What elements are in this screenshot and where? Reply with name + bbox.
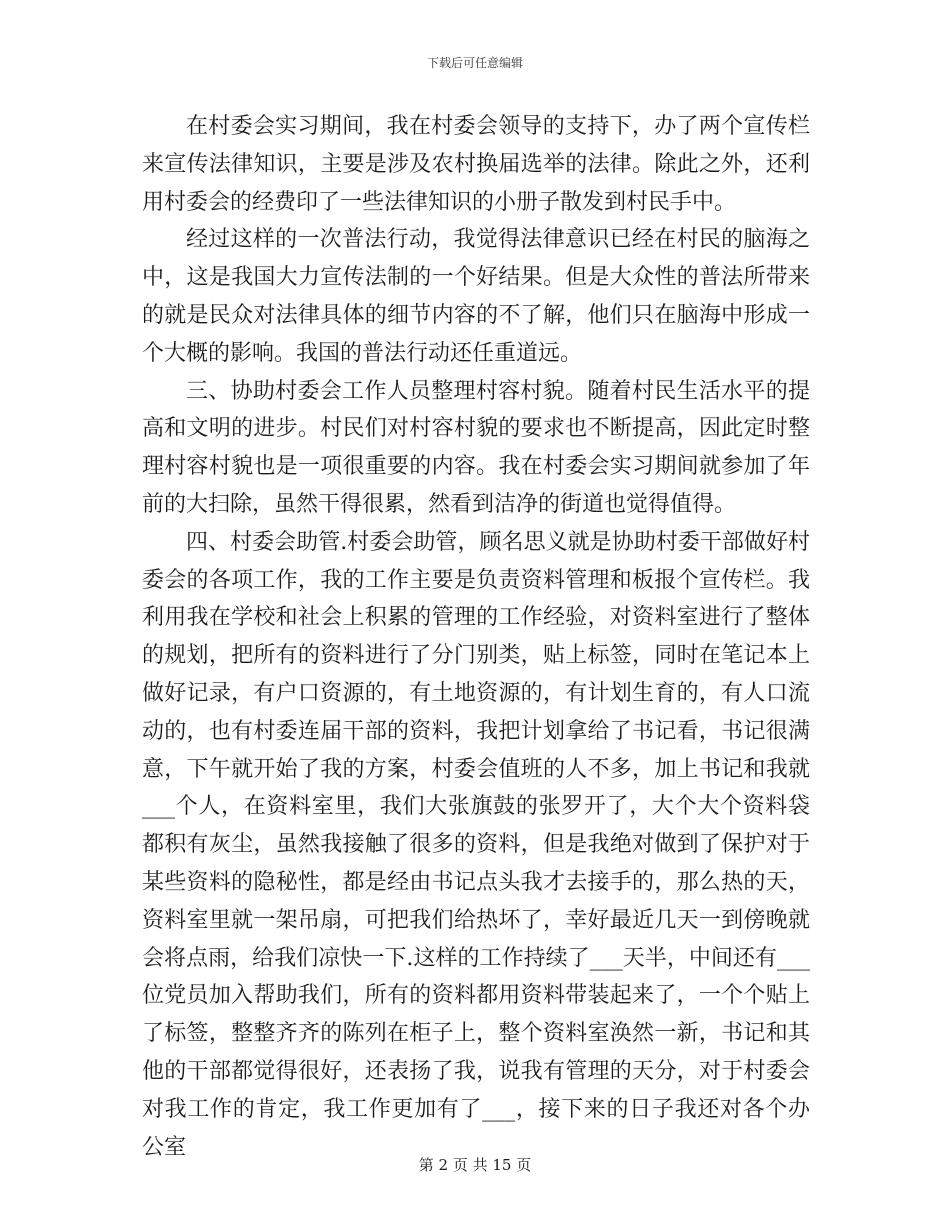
page-header-note: 下载后可任意编辑 <box>426 56 523 70</box>
document-body <box>142 108 810 1166</box>
page-number: 第 2 页 共 15 页 <box>418 1156 532 1174</box>
paragraph: 在村委会实习期间，我在村委会领导的支持下，办了两个宣传栏来宣传法律知识，主要是涉及农村换届选举的法律。除此之外，还利用村委会的经费印了一些法律知识的小册子散发到村民手中。 <box>142 114 810 215</box>
paragraph: 四、村委会助管.村委会助管，顾名思义就是协助村委干部做好村委会的各项工作，我的工作主要是负责资料管理和板报个宣传栏。我利用我在学校和社会上积累的管理的工作经验，对资料室进行了整体的规划，把所有的资料进行了分门别类，贴上标签，同时在笔记本上做好记录，有户口资源的，有土地资源的，有计划生育的，有人口流动的，也有村委连届干部的资料，我把计划拿给了书记看，书记很满意，下午就开始了我的方案，村委会值班的人不多，加上书记和我就___个人，在资料室里，我们大张旗鼓的张罗开了，大个大个资料袋都积有灰尘，虽然我接触了很多的资料，但是我绝对做到了保护对于某些资料的隐秘性，都是经由书记点头我才去接手的，那么热的天，资料室里就一架吊扇，可把我们给热坏了，幸好最近几天一到傍晚就会将点雨，给我们凉快一下.这样的工作持续了___天半，中间还有___位党员加入帮助我们，所有的资料都用资料带装起来了，一个个贴上了标签，整整齐齐的陈列在柜子上，整个资料室涣然一新，书记和其他的干部都觉得很好，还表扬了我，说我有管理的天分，对于村委会对我工作的肯定，我工作更加有了___，接下来的日子我还对各个办公室 <box>142 529 810 1160</box>
paragraph: 经过这样的一次普法行动，我觉得法律意识已经在村民的脑海之中，这是我国大力宣传法制的一个好结果。但是大众性的普法所带来的就是民众对法律具体的细节内容的不了解，他们只在脑海中形成一个大概的影响。我国的普法行动还任重道远。 <box>142 227 810 366</box>
paragraph: 三、协助村委会工作人员整理村容村貌。随着村民生活水平的提高和文明的进步。村民们对村容村貌的要求也不断提高，因此定时整理村容村貌也是一项很重要的内容。我在村委会实习期间就参加了年前的大扫除，虽然干得很累，然看到洁净的街道也觉得值得。 <box>142 378 810 517</box>
